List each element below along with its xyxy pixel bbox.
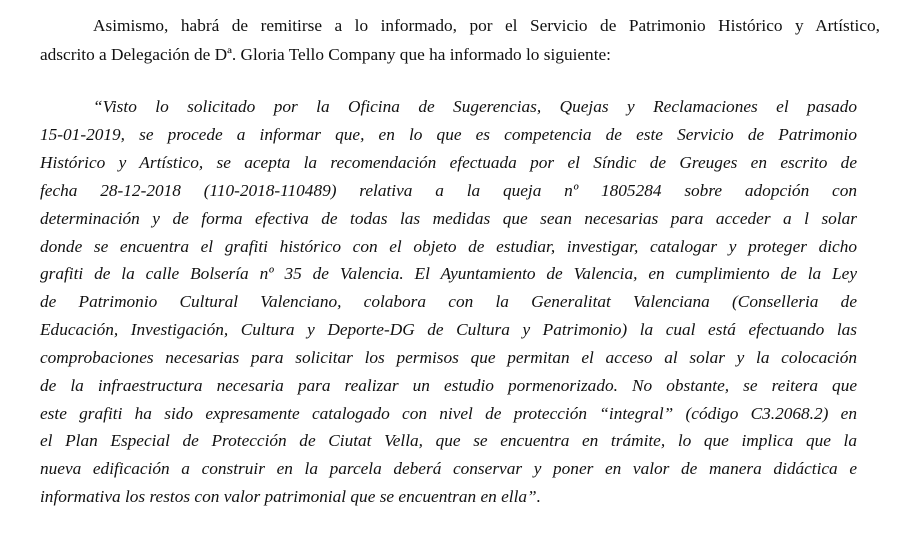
quote-line-2: 15-01-2019, se procede a informar que, en lo que es competencia de este Servicio de Patrimonio <box>40 125 857 144</box>
intro-line-1: Asimismo, habrá de remitirse a lo informado, por el Servicio de Patrimonio Histórico y Artístico, <box>93 16 880 35</box>
quote-line-7: grafiti de la calle Bolsería nº 35 de Valencia. El Ayuntamiento de Valencia, en cumplimiento de la Ley <box>40 264 857 283</box>
quote-line-11: de la infraestructura necesaria para realizar un estudio pormenorizado. No obstante, se reitera que <box>40 376 857 395</box>
quote-line-15: informativa los restos con valor patrimonial que se encuentran en ella”. <box>40 487 541 506</box>
quote-line-8: de Patrimonio Cultural Valenciano, colabora con la Generalitat Valenciana (Conselleria de <box>40 292 857 311</box>
quote-line-10: comprobaciones necesarias para solicitar los permisos que permitan el acceso al solar y la colocación <box>40 348 857 367</box>
quote-line-14: nueva edificación a construir en la parcela deberá conservar y poner en valor de manera didáctica e <box>40 459 857 478</box>
quote-line-4: fecha 28-12-2018 (110-2018-110489) relativa a la queja nº 1805284 sobre adopción con <box>40 181 857 200</box>
quote-line-5: determinación y de forma efectiva de todas las medidas que sean necesarias para acceder a l solar <box>40 209 857 228</box>
quote-line-3: Histórico y Artístico, se acepta la recomendación efectuada por el Síndic de Greuges en escrito de <box>40 153 857 172</box>
quote-line-1: “Visto lo solicitado por la Oficina de Sugerencias, Quejas y Reclamaciones el pasado <box>93 97 857 116</box>
quote-line-13: el Plan Especial de Protección de Ciutat Vella, que se encuentra en trámite, lo que implica que la <box>40 431 857 450</box>
quote-line-12: este grafiti ha sido expresamente catalogado con nivel de protección “integral” (código C3.2068.2) en <box>40 404 857 423</box>
quote-line-9: Educación, Investigación, Cultura y Deporte-DG de Cultura y Patrimonio) la cual está efectuando las <box>40 320 857 339</box>
intro-line-2: adscrito a Delegación de Dª. Gloria Tello Company que ha informado lo siguiente: <box>40 45 611 64</box>
quote-line-6: donde se encuentra el grafiti histórico con el objeto de estudiar, investigar, catalogar y proteger dicho <box>40 237 857 256</box>
